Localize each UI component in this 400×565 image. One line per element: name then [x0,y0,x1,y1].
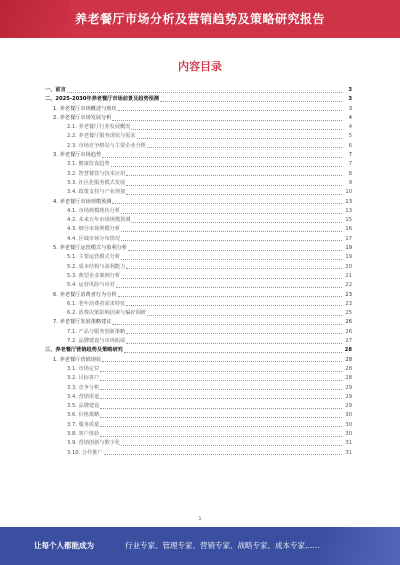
toc-entry-label: 4.1. 市场规模现状分析 [67,207,121,214]
toc-entry-page: 25 [345,310,352,317]
toc-dot-leader [121,213,342,214]
toc-entry-page: 19 [345,245,352,252]
toc-entry-label: 5.4. 运营风险与应对 [67,282,115,289]
toc-entry[interactable] [45,86,352,95]
toc-entry[interactable] [45,253,352,262]
toc-dot-leader [126,305,342,306]
toc-entry-label: 5.2. 成本结构与盈利能力 [67,263,126,270]
toc-entry-label: 3.4. 政策支持与产业规划 [67,189,126,196]
toc-entry-page: 4 [348,114,352,121]
toc-entry[interactable] [45,225,352,234]
toc-entry-page: 31 [345,440,352,447]
toc-entry[interactable] [45,318,352,327]
toc-entry[interactable] [45,170,352,179]
toc-dot-leader [100,426,342,427]
toc-dot-leader [116,287,342,288]
toc-entry[interactable] [45,430,352,439]
toc-entry-page: 28 [345,375,352,382]
toc-entry[interactable] [45,123,352,132]
toc-entry-label: 2.1. 养老餐厅行业发展概况 [67,124,131,131]
toc-entry[interactable] [45,356,352,365]
toc-entry-page: 23 [345,291,352,298]
toc-dot-leader [102,157,342,158]
toc-entry-page: 30 [345,412,352,419]
toc-entry-label: 2.3. 市场竞争格局与主要企业分析 [67,142,146,149]
toc-entry-label: 3.1. 健康饮食趋势 [67,161,110,168]
toc-dot-leader [121,445,342,446]
toc-dot-leader [124,352,342,353]
toc-entry-label: 7.1. 产品与服务创新策略 [67,328,126,335]
page-number: 1 [198,516,202,522]
toc-entry-label: 3. 养老餐厅市场趋势 [53,152,102,159]
toc-dot-leader [100,380,342,381]
toc-dot-leader [112,324,342,325]
toc-entry-page: 31 [345,449,352,456]
toc-entry-label: 三、养老餐厅营销趋势及策略研究 [45,347,123,354]
footer-slogan: 让每个人都能成为 [34,541,94,550]
toc-dot-leader [100,398,342,399]
toc-dot-leader [100,389,342,390]
toc-entry-label: 3.3. 社区化服务模式发展 [67,179,126,186]
toc-entry-label: 二、2025-2030年养老餐厅市场前景及趋势预测 [45,96,160,103]
toc-entry-page: 4 [348,124,352,131]
toc-dot-leader [126,343,342,344]
toc-dot-leader [126,268,342,269]
toc-dot-leader [102,361,342,362]
toc-entry[interactable] [45,309,352,318]
toc-dot-leader [126,333,342,334]
toc-entry-page: 7 [348,152,352,159]
toc-dot-leader [131,129,342,130]
toc-entry[interactable] [45,384,352,393]
toc-dot-leader [126,185,342,186]
toc-entry[interactable] [45,291,352,300]
toc-dot-leader [100,371,342,372]
toc-entry-page: 16 [345,226,352,233]
toc-entry-label: 3.3. 竞争分析 [67,384,100,391]
toc-entry-page: 30 [345,421,352,428]
toc-dot-leader [100,436,342,437]
toc-dot-leader [112,120,342,121]
toc-entry[interactable] [45,365,352,374]
toc-entry-page: 19 [345,254,352,261]
toc-entry-label: 2. 养老餐厅市场发展分析 [53,114,112,121]
toc-dot-leader [67,92,342,93]
toc-entry-label: 一、前言 [45,87,66,93]
toc-entry-label: 6. 养老餐厅消费者行为分析 [53,291,117,298]
toc-entry[interactable] [45,281,352,290]
toc-dot-leader [147,315,342,316]
toc-entry[interactable] [45,198,352,207]
toc-dot-leader [126,175,342,176]
toc-entry[interactable] [45,374,352,383]
toc-entry-label: 7.2. 品牌建设与市场拓展 [67,338,126,345]
toc-entry-label: 3.2. 目标客户 [67,375,100,382]
toc-entry-page: 28 [345,356,352,363]
toc-entry[interactable] [45,393,352,402]
report-header [0,0,400,38]
toc-dot-leader [121,231,342,232]
toc-entry-page: 22 [345,282,352,289]
toc-entry-page: 29 [345,384,352,391]
toc-entry-page: 6 [348,142,352,149]
toc-entry-label: 3.8. 客户体验 [67,430,100,437]
toc-entry[interactable] [45,439,352,448]
toc-entry[interactable] [45,402,352,411]
toc-entry-page: 21 [345,272,352,279]
toc-entry[interactable] [45,188,352,197]
toc-entry[interactable] [45,337,352,346]
toc-entry[interactable] [45,449,352,458]
toc-entry-page: 26 [345,319,352,326]
toc-entry-label: 4. 养老餐厅市场规模预测 [53,198,112,205]
toc-entry[interactable] [45,328,352,337]
toc-dot-leader [121,259,342,260]
toc-entry-page: 13 [345,198,352,205]
footer-tags: 行业专家、管理专家、营销专家、战略专家、成本专家…… [125,541,320,550]
toc-entry-label: 3.1. 市场定位 [67,365,100,372]
toc-dot-leader [137,138,342,139]
toc-entry-page: 29 [345,403,352,410]
toc-dot-leader [100,417,342,418]
toc-dot-leader [112,203,342,204]
toc-entry[interactable] [45,160,352,169]
toc-entry-page: 17 [345,235,352,242]
toc-dot-leader [121,278,342,279]
toc-entry-page: 8 [348,170,352,177]
toc-entry-label: 3.10. 合作推广 [67,449,103,456]
toc-title: 内容目录 [178,60,222,73]
toc-entry-page: 13 [345,207,352,214]
toc-entry[interactable] [45,142,352,151]
toc-entry-page: 9 [348,179,352,186]
toc-entry[interactable] [45,300,352,309]
toc-entry-page: 3 [348,96,352,103]
toc-entry-label: 1. 养老餐厅营销现状 [53,356,102,363]
toc-dot-leader [128,250,342,251]
toc-entry-label: 1. 养老餐厅市场概述与现状 [53,105,117,112]
toc-entry-label: 5. 养老餐厅运营模式与盈利分析 [53,245,128,252]
toc-entry-label: 4.4. 区域市场分布情况 [67,235,121,242]
toc-dot-leader [121,240,342,241]
toc-entry-label: 3.2. 智慧餐饮与技术应用 [67,170,126,177]
toc-entry-page: 30 [345,430,352,437]
toc-entry-label: 3.5. 品牌建设 [67,403,100,410]
toc-dot-leader [147,147,342,148]
toc-entry[interactable] [45,114,352,123]
toc-entry[interactable] [45,411,352,420]
toc-entry-page: 26 [345,328,352,335]
toc-entry-label: 2.2. 养老餐厅服务现状与需求 [67,133,136,140]
report-footer [0,527,400,565]
toc-dot-leader [104,454,342,455]
toc-entry-label: 3.7. 服务质量 [67,421,100,428]
toc-entry-label: 7. 养老餐厅发展策略建议 [53,319,112,326]
toc-entry-label: 3.4. 营销渠道 [67,393,100,400]
toc-dot-leader [131,222,342,223]
toc-entry-page: 3 [348,87,352,93]
toc-entry-page: 29 [345,393,352,400]
toc-entry[interactable] [45,105,352,114]
toc-entry-label: 6.1. 老年消费者需求特征 [67,300,126,307]
toc-entry-page: 28 [345,365,352,372]
toc-dot-leader [111,166,342,167]
toc-entry-label: 5.1. 主要运营模式分析 [67,254,121,261]
toc-entry[interactable] [45,244,352,253]
toc-entry-page: 3 [348,105,352,112]
toc-dot-leader [160,101,342,102]
toc-entry[interactable] [45,95,352,104]
toc-entry[interactable] [45,132,352,141]
toc-entry[interactable] [45,272,352,281]
toc-entry[interactable] [45,179,352,188]
toc-entry[interactable] [45,216,352,225]
toc-entry-label: 3.9. 营销创新与数字化 [67,440,121,447]
toc-dot-leader [118,296,342,297]
footer-accent-decoration [320,527,400,565]
toc-entry-page: 23 [345,300,352,307]
toc-entry-page: 27 [345,338,352,345]
toc-entry-page: 20 [345,263,352,270]
report-title: 养老餐厅市场分析及营销趋势及策略研究报告 [74,12,325,26]
toc-entry[interactable] [45,346,352,355]
toc-entry[interactable] [45,421,352,430]
toc-entry[interactable] [45,235,352,244]
table-of-contents [45,86,352,458]
toc-dot-leader [118,110,342,111]
toc-entry-page: 5 [348,133,352,140]
toc-entry[interactable] [45,151,352,160]
toc-entry-page: 28 [344,347,352,354]
toc-dot-leader [100,408,342,409]
toc-entry-label: 4.3. 细分市场规模分析 [67,226,121,233]
toc-entry-label: 3.6. 价格策略 [67,412,100,419]
toc-entry-page: 7 [348,161,352,168]
toc-entry[interactable] [45,207,352,216]
toc-entry-label: 5.3. 典型企业案例分析 [67,272,121,279]
toc-entry-page: 15 [345,217,352,224]
toc-entry-label: 4.2. 未来五年市场规模预测 [67,217,131,224]
toc-dot-leader [126,194,342,195]
toc-entry-label: 6.2. 消费决策影响因素与偏好调研 [67,310,146,317]
toc-entry-page: 10 [345,189,352,196]
toc-entry[interactable] [45,263,352,272]
